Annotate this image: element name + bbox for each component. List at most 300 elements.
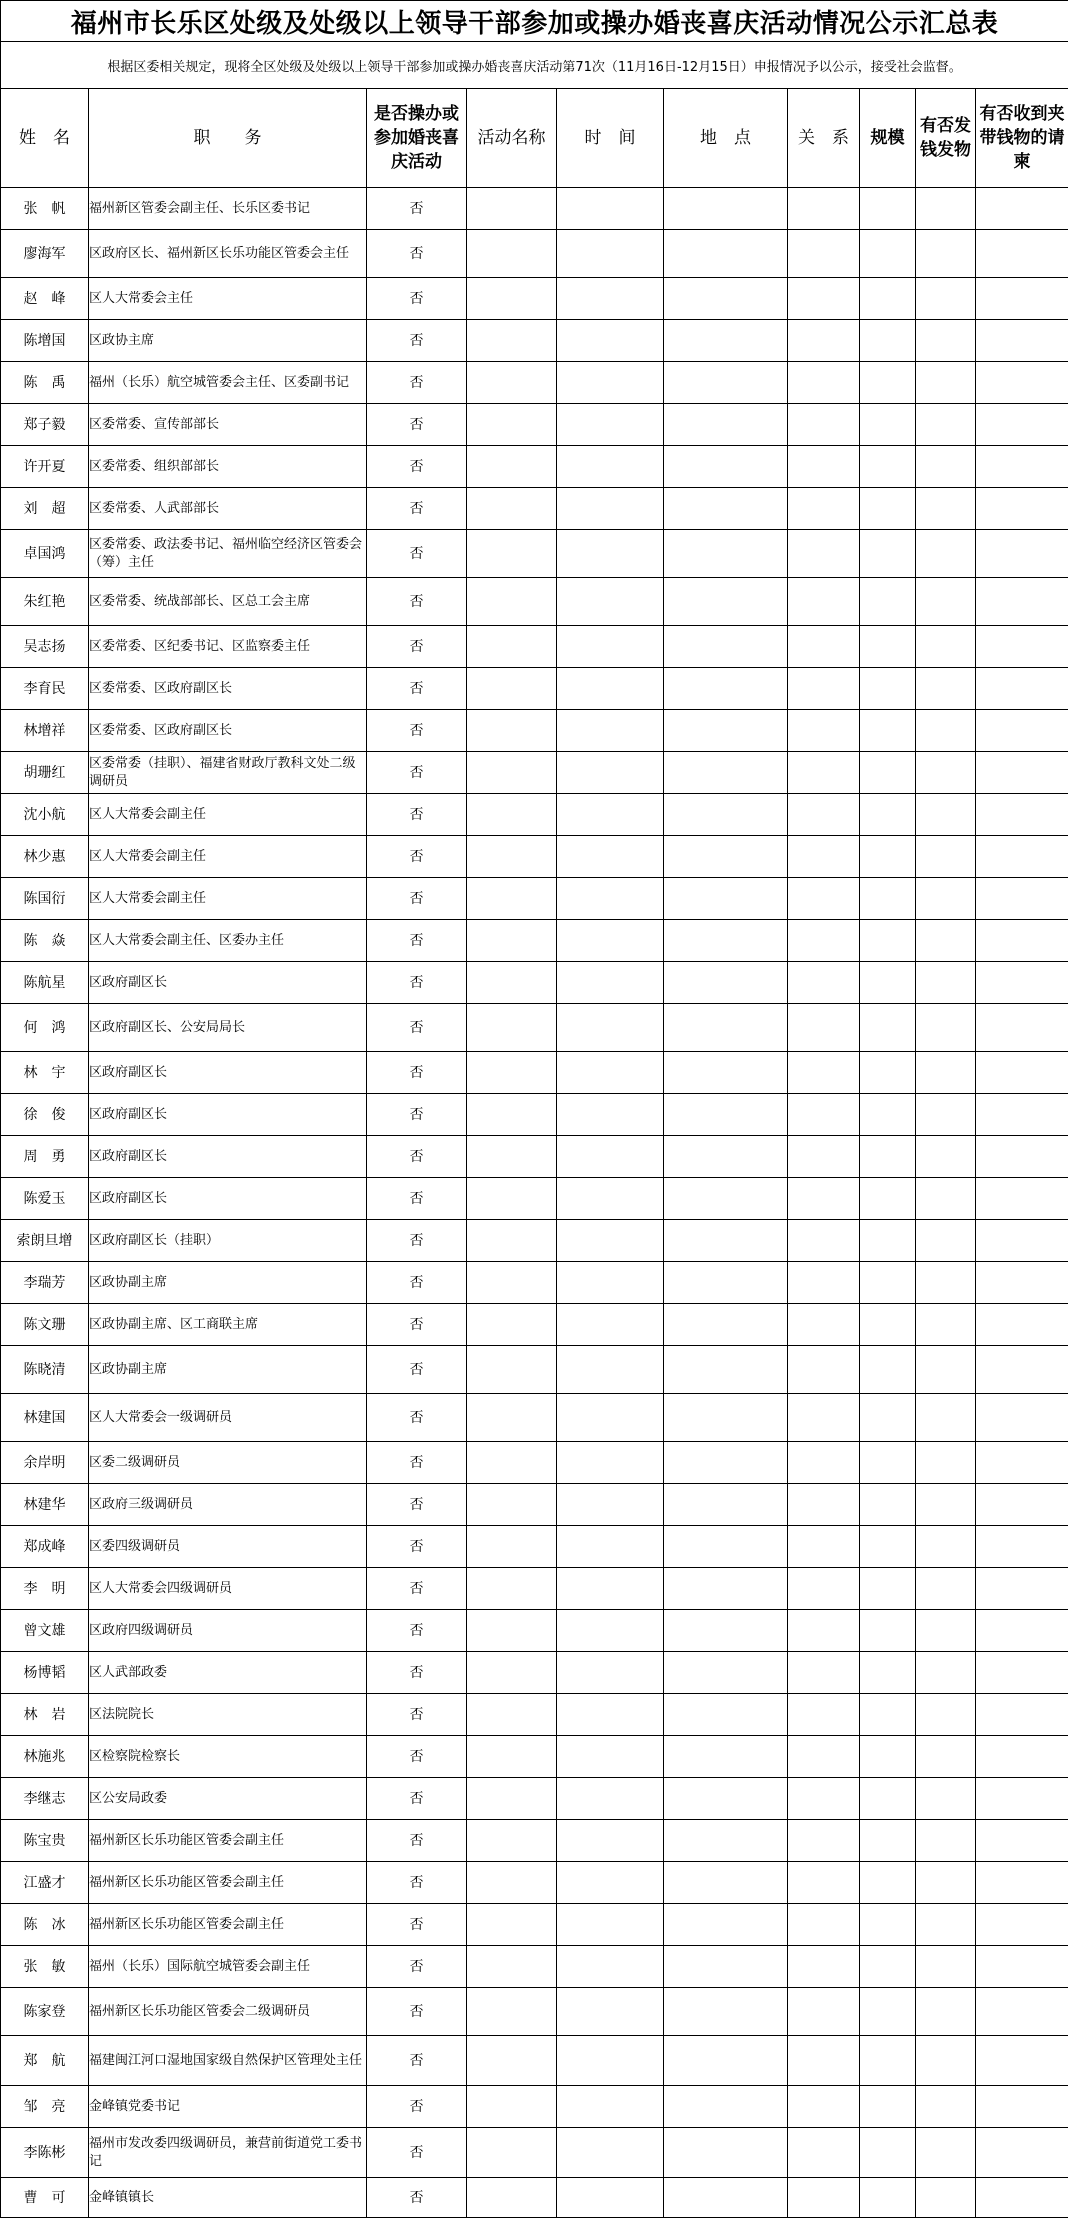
time-cell <box>557 1778 664 1820</box>
place-cell <box>664 2178 788 2218</box>
time-cell <box>557 1394 664 1442</box>
relation-cell <box>788 1346 860 1394</box>
table-row <box>1 1052 1068 1094</box>
activity-cell <box>467 578 557 626</box>
position-cell: 区委常委、区政府副区长 <box>89 668 367 710</box>
relation-cell <box>788 836 860 878</box>
position-cell: 区法院院长 <box>89 1694 367 1736</box>
status-cell: 否 <box>367 2086 467 2128</box>
relation-cell <box>788 2036 860 2086</box>
time-cell <box>557 1946 664 1988</box>
place-cell <box>664 752 788 794</box>
time-cell <box>557 710 664 752</box>
scale-cell <box>860 1484 916 1526</box>
relation-cell <box>788 1736 860 1778</box>
status-cell: 否 <box>367 1304 467 1346</box>
position-cell: 区政协副主席 <box>89 1262 367 1304</box>
name-cell: 陈增国 <box>1 320 89 362</box>
invite-cell <box>976 446 1068 488</box>
money-cell <box>916 668 976 710</box>
money-cell <box>916 530 976 578</box>
scale-cell <box>860 1346 916 1394</box>
invite-cell <box>976 920 1068 962</box>
status-cell: 否 <box>367 1442 467 1484</box>
status-cell: 否 <box>367 1694 467 1736</box>
invite-cell <box>976 1136 1068 1178</box>
time-cell <box>557 1988 664 2036</box>
activity-cell <box>467 404 557 446</box>
relation-cell <box>788 2178 860 2218</box>
table-row <box>1 1946 1068 1988</box>
place-cell <box>664 1004 788 1052</box>
position-cell: 区政府副区长 <box>89 1136 367 1178</box>
relation-cell <box>788 404 860 446</box>
activity-cell <box>467 2036 557 2086</box>
relation-cell <box>788 530 860 578</box>
scale-cell <box>860 578 916 626</box>
money-cell <box>916 962 976 1004</box>
money-cell <box>916 446 976 488</box>
invite-cell <box>976 668 1068 710</box>
activity-cell <box>467 1904 557 1946</box>
money-cell <box>916 1262 976 1304</box>
status-cell: 否 <box>367 1862 467 1904</box>
time-cell <box>557 1304 664 1346</box>
activity-cell <box>467 1052 557 1094</box>
place-cell <box>664 1442 788 1484</box>
table-row <box>1 962 1068 1004</box>
time-cell <box>557 878 664 920</box>
scale-cell <box>860 1004 916 1052</box>
position-cell: 区委常委、组织部部长 <box>89 446 367 488</box>
status-cell: 否 <box>367 1904 467 1946</box>
table-row <box>1 320 1068 362</box>
position-cell: 区人大常委会四级调研员 <box>89 1568 367 1610</box>
name-cell: 赵 峰 <box>1 278 89 320</box>
invite-cell <box>976 878 1068 920</box>
activity-cell <box>467 230 557 278</box>
position-cell: 区人大常委会副主任 <box>89 794 367 836</box>
position-cell: 区人大常委会主任 <box>89 278 367 320</box>
relation-cell <box>788 1304 860 1346</box>
name-cell: 陈文珊 <box>1 1304 89 1346</box>
position-cell: 福州新区管委会副主任、长乐区委书记 <box>89 188 367 230</box>
page-title: 福州市长乐区处级及处级以上领导干部参加或操办婚丧喜庆活动情况公示汇总表 <box>1 1 1068 42</box>
relation-cell <box>788 1484 860 1526</box>
place-cell <box>664 1526 788 1568</box>
position-cell: 区政府副区长 <box>89 962 367 1004</box>
scale-cell <box>860 1442 916 1484</box>
time-cell <box>557 2178 664 2218</box>
scale-cell <box>860 1694 916 1736</box>
time-cell <box>557 1820 664 1862</box>
invite-cell <box>976 404 1068 446</box>
scale-cell <box>860 1526 916 1568</box>
scale-cell <box>860 1136 916 1178</box>
relation-cell <box>788 1004 860 1052</box>
place-cell <box>664 1346 788 1394</box>
time-cell <box>557 836 664 878</box>
activity-cell <box>467 2178 557 2218</box>
scale-cell <box>860 2128 916 2178</box>
scale-cell <box>860 1178 916 1220</box>
status-cell: 否 <box>367 446 467 488</box>
invite-cell <box>976 1568 1068 1610</box>
time-cell <box>557 1568 664 1610</box>
scale-cell <box>860 1904 916 1946</box>
header-position: 职 务 <box>89 89 367 188</box>
place-cell <box>664 1568 788 1610</box>
activity-cell <box>467 1778 557 1820</box>
status-cell: 否 <box>367 2036 467 2086</box>
table-row <box>1 1988 1068 2036</box>
place-cell <box>664 1136 788 1178</box>
activity-cell <box>467 1136 557 1178</box>
relation-cell <box>788 488 860 530</box>
time-cell <box>557 1484 664 1526</box>
place-cell <box>664 668 788 710</box>
scale-cell <box>860 794 916 836</box>
place-cell <box>664 2128 788 2178</box>
name-cell: 林增祥 <box>1 710 89 752</box>
money-cell <box>916 1394 976 1442</box>
relation-cell <box>788 1568 860 1610</box>
money-cell <box>916 626 976 668</box>
name-cell: 李陈彬 <box>1 2128 89 2178</box>
place-cell <box>664 878 788 920</box>
position-cell: 区人武部政委 <box>89 1652 367 1694</box>
invite-cell <box>976 320 1068 362</box>
status-cell: 否 <box>367 1262 467 1304</box>
activity-cell <box>467 1220 557 1262</box>
name-cell: 陈国衍 <box>1 878 89 920</box>
name-cell: 林建国 <box>1 1394 89 1442</box>
status-cell: 否 <box>367 1220 467 1262</box>
position-cell: 区政协副主席、区工商联主席 <box>89 1304 367 1346</box>
time-cell <box>557 1136 664 1178</box>
invite-cell <box>976 1778 1068 1820</box>
relation-cell <box>788 578 860 626</box>
money-cell <box>916 488 976 530</box>
place-cell <box>664 1178 788 1220</box>
invite-cell <box>976 836 1068 878</box>
position-cell: 区政府副区长 <box>89 1178 367 1220</box>
scale-cell <box>860 1946 916 1988</box>
table-row <box>1 1778 1068 1820</box>
relation-cell <box>788 1694 860 1736</box>
position-cell: 福州新区长乐功能区管委会副主任 <box>89 1904 367 1946</box>
table-row <box>1 1220 1068 1262</box>
time-cell <box>557 1346 664 1394</box>
status-cell: 否 <box>367 2128 467 2178</box>
position-cell: 区人大常委会副主任、区委办主任 <box>89 920 367 962</box>
name-cell: 江盛才 <box>1 1862 89 1904</box>
time-cell <box>557 626 664 668</box>
invite-cell <box>976 1946 1068 1988</box>
money-cell <box>916 1736 976 1778</box>
money-cell <box>916 1946 976 1988</box>
status-cell: 否 <box>367 1736 467 1778</box>
activity-cell <box>467 1004 557 1052</box>
header-place: 地 点 <box>664 89 788 188</box>
status-cell: 否 <box>367 278 467 320</box>
table-row <box>1 1652 1068 1694</box>
relation-cell <box>788 362 860 404</box>
invite-cell <box>976 1346 1068 1394</box>
activity-cell <box>467 1568 557 1610</box>
activity-cell <box>467 530 557 578</box>
scale-cell <box>860 710 916 752</box>
position-cell: 区检察院检察长 <box>89 1736 367 1778</box>
relation-cell <box>788 446 860 488</box>
activity-cell <box>467 1094 557 1136</box>
relation-cell <box>788 1136 860 1178</box>
activity-cell <box>467 626 557 668</box>
table-row <box>1 836 1068 878</box>
position-cell: 福州市发改委四级调研员，兼营前街道党工委书记 <box>89 2128 367 2178</box>
money-cell <box>916 578 976 626</box>
scale-cell <box>860 188 916 230</box>
money-cell <box>916 1988 976 2036</box>
position-cell: 福州新区长乐功能区管委会二级调研员 <box>89 1988 367 2036</box>
relation-cell <box>788 710 860 752</box>
position-cell: 区政府副区长、公安局局长 <box>89 1004 367 1052</box>
scale-cell <box>860 1262 916 1304</box>
time-cell <box>557 1004 664 1052</box>
name-cell: 李瑞芳 <box>1 1262 89 1304</box>
invite-cell <box>976 1178 1068 1220</box>
position-cell: 福州（长乐）国际航空城管委会副主任 <box>89 1946 367 1988</box>
relation-cell <box>788 1904 860 1946</box>
invite-cell <box>976 1694 1068 1736</box>
name-cell: 陈 焱 <box>1 920 89 962</box>
relation-cell <box>788 1946 860 1988</box>
time-cell <box>557 2036 664 2086</box>
position-cell: 区政府四级调研员 <box>89 1610 367 1652</box>
table-row <box>1 278 1068 320</box>
time-cell <box>557 2086 664 2128</box>
table-row <box>1 1904 1068 1946</box>
place-cell <box>664 488 788 530</box>
time-cell <box>557 1526 664 1568</box>
scale-cell <box>860 230 916 278</box>
relation-cell <box>788 320 860 362</box>
scale-cell <box>860 488 916 530</box>
relation-cell <box>788 962 860 1004</box>
relation-cell <box>788 794 860 836</box>
table-row <box>1 1694 1068 1736</box>
scale-cell <box>860 446 916 488</box>
position-cell: 区政协副主席 <box>89 1346 367 1394</box>
name-cell: 曹 可 <box>1 2178 89 2218</box>
activity-cell <box>467 362 557 404</box>
relation-cell <box>788 668 860 710</box>
table-row <box>1 1442 1068 1484</box>
activity-cell <box>467 920 557 962</box>
name-cell: 何 鸿 <box>1 1004 89 1052</box>
activity-cell <box>467 2086 557 2128</box>
table-row <box>1 920 1068 962</box>
position-cell: 区委常委、宣传部部长 <box>89 404 367 446</box>
invite-cell <box>976 710 1068 752</box>
activity-cell <box>467 1694 557 1736</box>
header-scale: 规模 <box>860 89 916 188</box>
table-row <box>1 752 1068 794</box>
name-cell: 林施兆 <box>1 1736 89 1778</box>
place-cell <box>664 920 788 962</box>
time-cell <box>557 1736 664 1778</box>
time-cell <box>557 668 664 710</box>
position-cell: 区委常委、人武部部长 <box>89 488 367 530</box>
money-cell <box>916 1052 976 1094</box>
time-cell <box>557 362 664 404</box>
activity-cell <box>467 794 557 836</box>
scale-cell <box>860 668 916 710</box>
invite-cell <box>976 188 1068 230</box>
place-cell <box>664 1262 788 1304</box>
place-cell <box>664 1220 788 1262</box>
invite-cell <box>976 626 1068 668</box>
place-cell <box>664 1862 788 1904</box>
header-relation: 关 系 <box>788 89 860 188</box>
scale-cell <box>860 1736 916 1778</box>
table-row <box>1 188 1068 230</box>
position-cell: 区委四级调研员 <box>89 1526 367 1568</box>
money-cell <box>916 1178 976 1220</box>
position-cell: 区人大常委会副主任 <box>89 836 367 878</box>
status-cell: 否 <box>367 1052 467 1094</box>
relation-cell <box>788 1526 860 1568</box>
time-cell <box>557 1094 664 1136</box>
time-cell <box>557 1610 664 1652</box>
place-cell <box>664 2036 788 2086</box>
status-cell: 否 <box>367 230 467 278</box>
invite-cell <box>976 578 1068 626</box>
activity-cell <box>467 710 557 752</box>
money-cell <box>916 1094 976 1136</box>
table-row <box>1 1610 1068 1652</box>
activity-cell <box>467 1862 557 1904</box>
invite-cell <box>976 1394 1068 1442</box>
scale-cell <box>860 1394 916 1442</box>
invite-cell <box>976 1262 1068 1304</box>
money-cell <box>916 1484 976 1526</box>
money-cell <box>916 920 976 962</box>
time-cell <box>557 530 664 578</box>
scale-cell <box>860 1052 916 1094</box>
invite-cell <box>976 1304 1068 1346</box>
scale-cell <box>860 530 916 578</box>
name-cell: 林建华 <box>1 1484 89 1526</box>
table-row <box>1 1346 1068 1394</box>
name-cell: 李继志 <box>1 1778 89 1820</box>
place-cell <box>664 836 788 878</box>
table-row <box>1 446 1068 488</box>
place-cell <box>664 446 788 488</box>
table-body <box>1 188 1068 2218</box>
money-cell <box>916 2128 976 2178</box>
status-cell: 否 <box>367 1652 467 1694</box>
activity-cell <box>467 836 557 878</box>
name-cell: 陈宝贵 <box>1 1820 89 1862</box>
place-cell <box>664 710 788 752</box>
place-cell <box>664 404 788 446</box>
money-cell <box>916 278 976 320</box>
invite-cell <box>976 1610 1068 1652</box>
status-cell: 否 <box>367 962 467 1004</box>
relation-cell <box>788 1442 860 1484</box>
position-cell: 区人大常委会副主任 <box>89 878 367 920</box>
name-cell: 杨博韬 <box>1 1652 89 1694</box>
activity-cell <box>467 1652 557 1694</box>
table-row <box>1 1862 1068 1904</box>
name-cell: 林 宇 <box>1 1052 89 1094</box>
relation-cell <box>788 626 860 668</box>
place-cell <box>664 1052 788 1094</box>
invite-cell <box>976 1094 1068 1136</box>
time-cell <box>557 1178 664 1220</box>
place-cell <box>664 320 788 362</box>
relation-cell <box>788 1610 860 1652</box>
status-cell: 否 <box>367 530 467 578</box>
status-cell: 否 <box>367 404 467 446</box>
table-row <box>1 2086 1068 2128</box>
money-cell <box>916 1346 976 1394</box>
name-cell: 陈 冰 <box>1 1904 89 1946</box>
time-cell <box>557 1052 664 1094</box>
invite-cell <box>976 1484 1068 1526</box>
table-row <box>1 1304 1068 1346</box>
invite-cell <box>976 1904 1068 1946</box>
activity-cell <box>467 1394 557 1442</box>
table-row <box>1 794 1068 836</box>
money-cell <box>916 1652 976 1694</box>
money-cell <box>916 752 976 794</box>
money-cell <box>916 1526 976 1568</box>
relation-cell <box>788 752 860 794</box>
scale-cell <box>860 2086 916 2128</box>
money-cell <box>916 710 976 752</box>
status-cell: 否 <box>367 1484 467 1526</box>
money-cell <box>916 1136 976 1178</box>
invite-cell <box>976 230 1068 278</box>
activity-cell <box>467 320 557 362</box>
position-cell: 区政府副区长 <box>89 1094 367 1136</box>
header-status: 是否操办或参加婚丧喜庆活动 <box>367 89 467 188</box>
position-cell: 区政协主席 <box>89 320 367 362</box>
place-cell <box>664 2086 788 2128</box>
activity-cell <box>467 1262 557 1304</box>
time-cell <box>557 230 664 278</box>
status-cell: 否 <box>367 1988 467 2036</box>
status-cell: 否 <box>367 1346 467 1394</box>
time-cell <box>557 2128 664 2178</box>
position-cell: 区委常委、政法委书记、福州临空经济区管委会（筹）主任 <box>89 530 367 578</box>
status-cell: 否 <box>367 836 467 878</box>
activity-cell <box>467 188 557 230</box>
scale-cell <box>860 404 916 446</box>
activity-cell <box>467 1736 557 1778</box>
place-cell <box>664 626 788 668</box>
table-row <box>1 2036 1068 2086</box>
place-cell <box>664 530 788 578</box>
money-cell <box>916 188 976 230</box>
relation-cell <box>788 188 860 230</box>
name-cell: 刘 超 <box>1 488 89 530</box>
table-row <box>1 1526 1068 1568</box>
time-cell <box>557 794 664 836</box>
position-cell: 区委二级调研员 <box>89 1442 367 1484</box>
